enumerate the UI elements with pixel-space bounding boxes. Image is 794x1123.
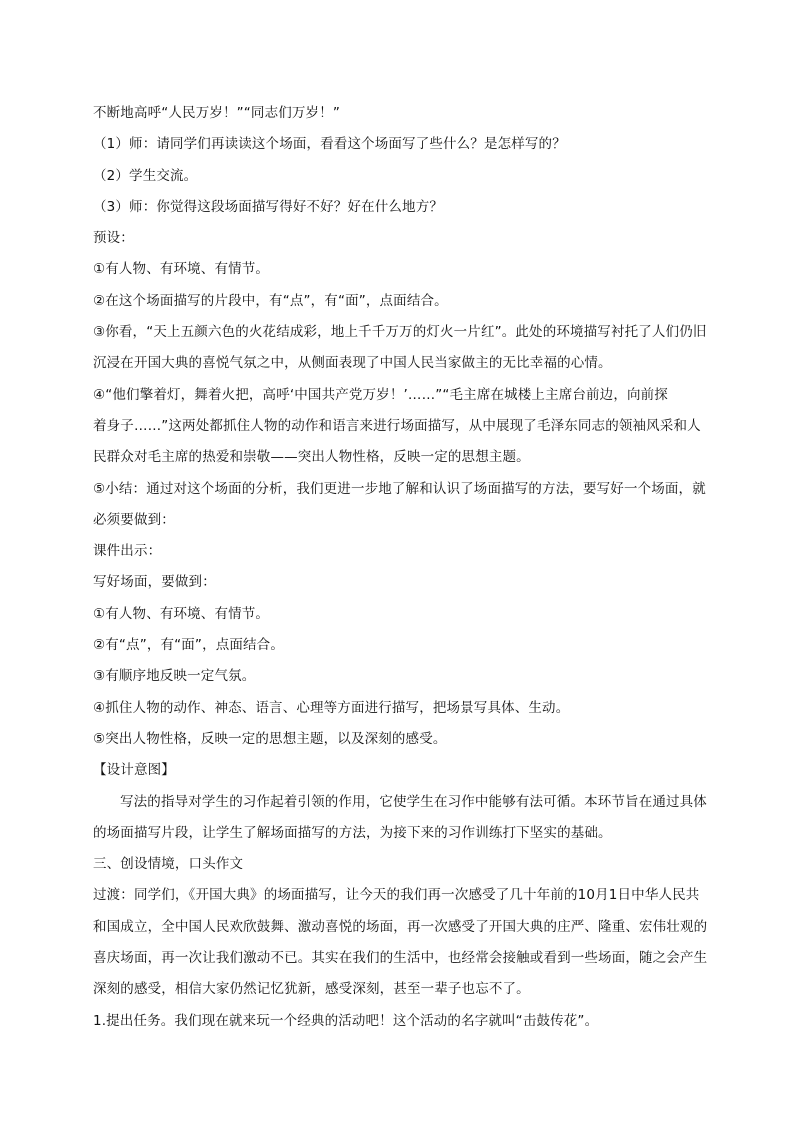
text-line: 着身子……”这两处都抓住人物的动作和语言来进行场面描写，从中展现了毛泽东同志的领袖风采和人: [93, 417, 701, 434]
paragraph-line: 的场面描写片段，让学生了解场面描写的方法，为接下来的习作训练打下坚实的基础。: [93, 824, 612, 841]
text-line: 不断地高呼“人民万岁！”“同志们万岁！”: [93, 105, 340, 121]
list-item: ①有人物、有环境、有情节。: [93, 261, 270, 278]
question-line: （2）学生交流。: [93, 167, 198, 184]
question-line: （3）师：你觉得这段场面描写得好不好？好在什么地方？: [93, 198, 443, 215]
design-intent-heading: 【设计意图】: [93, 762, 175, 779]
list-item: ②有“点”，有“面”，点面结合。: [93, 637, 284, 654]
paragraph-line: 深刻的感受，相信大家仍然记忆犹新，感受深刻，甚至一辈子也忘不了。: [93, 981, 530, 998]
section-label: 写好场面，要做到：: [93, 574, 216, 591]
document-body: [93, 98, 713, 1037]
section-label: 预设：: [93, 230, 134, 247]
list-item: ⑤突出人物性格，反映一定的思想主题，以及深刻的感受。: [93, 730, 447, 747]
list-item: ④“他们擎着灯，舞着火把，高呼‘中国共产党万岁！’……”“毛主席在城楼上主席台前边，向前探: [93, 386, 668, 403]
list-item: ⑤小结：通过对这个场面的分析，我们更进一步地了解和认识了场面描写的方法，要写好一个场面，就: [93, 480, 706, 497]
list-item: ②在这个场面描写的片段中，有“点”，有“面”，点面结合。: [93, 292, 448, 309]
paragraph-line: 和国成立，全中国人民欢欣鼓舞、激动喜悦的场面，再一次感受了开国大典的庄严、隆重、宏伟壮观的: [93, 918, 708, 935]
paragraph-line: 过渡：同学们，《开国大典》的场面描写，让今天的我们再一次感受了几十年前的10月1日中华人民共: [93, 887, 700, 904]
paragraph-line: 写法的指导对学生的习作起着引领的作用，它使学生在习作中能够有法可循。本环节旨在通过具体: [120, 793, 707, 810]
list-item: ③有顺序地反映一定气氛。: [93, 668, 256, 685]
question-line: （1）师：请同学们再读读这个场面，看看这个场面写了些什么？是怎样写的？: [93, 136, 566, 153]
text-line: 沉浸在开国大典的喜悦气氛之中，从侧面表现了中国人民当家做主的无比幸福的心情。: [93, 355, 612, 372]
section-label: 课件出示：: [93, 543, 162, 560]
section-heading: 三、创设情境，口头作文: [93, 856, 244, 873]
text-line: 必须要做到：: [93, 511, 175, 528]
list-item: ③你看，“天上五颜六色的火花结成彩，地上千千万万的灯火一片红”。此处的环境描写衬托了人们仍旧: [93, 324, 707, 341]
paragraph-line: 喜庆场面，再一次让我们激动不已。其实在我们的生活中，也经常会接触或看到一些场面，随之会产生: [93, 950, 708, 967]
task-line: 1.提出任务。我们现在就来玩一个经典的活动吧！这个活动的名字就叫“击鼓传花”。: [93, 1012, 599, 1029]
list-item: ④抓住人物的动作、神态、语言、心理等方面进行描写，把场景写具体、生动。: [93, 699, 570, 716]
list-item: ①有人物、有环境、有情节。: [93, 605, 270, 622]
text-line: 民群众对毛主席的热爱和崇敬——突出人物性格，反映一定的思想主题。: [93, 449, 530, 466]
